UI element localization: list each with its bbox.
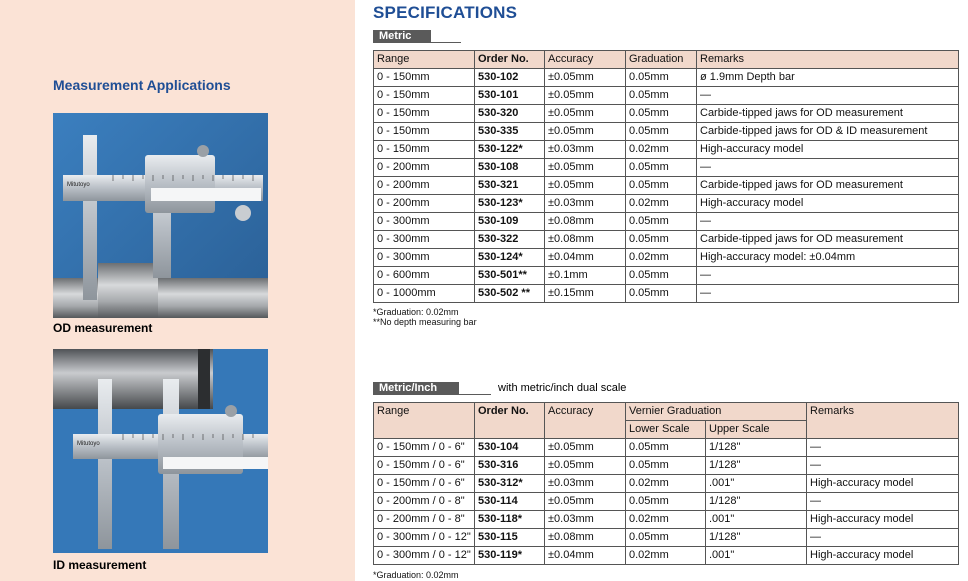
table-cell: 0.02mm	[626, 141, 697, 159]
metric-table-row	[374, 285, 959, 303]
order-number-cell: 530-102	[475, 69, 545, 87]
table-cell: 0.05mm	[626, 159, 697, 177]
table-cell: .001"	[706, 511, 807, 529]
metric-inch-table-row	[374, 511, 959, 529]
table-cell: 0 - 300mm / 0 - 12"	[374, 529, 475, 547]
table-cell: ±0.08mm	[545, 231, 626, 249]
photo-brand-id: Mitutoyo	[77, 441, 100, 447]
table-cell: 0.05mm	[626, 285, 697, 303]
table-cell: 0 - 150mm	[374, 69, 475, 87]
table-cell: 0.05mm	[626, 105, 697, 123]
inch-header-lower: Lower Scale	[626, 421, 706, 439]
metric-inch-subtitle: with metric/inch dual scale	[498, 382, 627, 394]
metric-inch-table-row	[374, 547, 959, 565]
table-cell: ±0.04mm	[545, 249, 626, 267]
table-cell: 0 - 300mm	[374, 231, 475, 249]
table-cell: —	[697, 159, 959, 177]
metric-inch-header-row	[374, 403, 959, 421]
metric-header-remarks: Remarks	[697, 51, 959, 69]
table-cell: 0 - 150mm	[374, 141, 475, 159]
metric-header-accuracy: Accuracy	[545, 51, 626, 69]
order-number-cell: 530-109	[475, 213, 545, 231]
table-cell: ±0.05mm	[545, 87, 626, 105]
table-cell: ±0.08mm	[545, 529, 626, 547]
metric-table-row	[374, 249, 959, 267]
table-cell: 0 - 200mm / 0 - 8"	[374, 511, 475, 529]
table-cell: 0 - 150mm / 0 - 6"	[374, 457, 475, 475]
metric-inch-notes	[373, 570, 459, 580]
table-cell: 0 - 150mm	[374, 87, 475, 105]
order-number-cell: 530-108	[475, 159, 545, 177]
table-cell: ±0.03mm	[545, 511, 626, 529]
table-cell: 0.05mm	[626, 529, 706, 547]
table-cell: ±0.08mm	[545, 213, 626, 231]
table-cell: 0.02mm	[626, 511, 706, 529]
table-cell: 0 - 150mm / 0 - 6"	[374, 475, 475, 493]
table-cell: 0.05mm	[626, 213, 697, 231]
table-cell: Carbide-tipped jaws for OD measurement	[697, 105, 959, 123]
photo-brand-od: Mitutoyo	[67, 182, 90, 188]
metric-table-row	[374, 267, 959, 285]
table-cell: 0.05mm	[626, 493, 706, 511]
applications-title: Measurement Applications	[53, 77, 231, 93]
order-number-cell: 530-104	[475, 439, 545, 457]
metric-notes	[373, 307, 477, 327]
order-number-cell: 530-115	[475, 529, 545, 547]
table-cell: 0.05mm	[626, 439, 706, 457]
table-cell: 0 - 200mm	[374, 177, 475, 195]
table-cell: ±0.15mm	[545, 285, 626, 303]
table-cell: High-accuracy model	[807, 547, 959, 565]
table-cell: ±0.04mm	[545, 547, 626, 565]
table-cell: ±0.05mm	[545, 177, 626, 195]
inch-header-upper: Upper Scale	[706, 421, 807, 439]
inch-header-vernier: Vernier Graduation	[626, 403, 807, 421]
table-cell: ±0.1mm	[545, 267, 626, 285]
table-cell: 1/128"	[706, 493, 807, 511]
metric-header-row	[374, 51, 959, 69]
metric-inch-spec-table	[373, 402, 959, 565]
order-number-cell: 530-320	[475, 105, 545, 123]
table-cell: ±0.05mm	[545, 123, 626, 141]
table-cell: 0.02mm	[626, 475, 706, 493]
table-cell: 0 - 200mm	[374, 195, 475, 213]
metric-table-row	[374, 87, 959, 105]
metric-table-row	[374, 141, 959, 159]
table-cell: 0 - 300mm	[374, 213, 475, 231]
table-cell: High-accuracy model	[807, 511, 959, 529]
id-measurement-photo	[53, 349, 268, 553]
table-cell: 1/128"	[706, 439, 807, 457]
metric-table-row	[374, 159, 959, 177]
table-cell: High-accuracy model	[697, 141, 959, 159]
table-cell: High-accuracy model	[697, 195, 959, 213]
metric-header-graduation: Graduation	[626, 51, 697, 69]
od-measurement-caption: OD measurement	[53, 321, 153, 335]
metric-header-range: Range	[374, 51, 475, 69]
table-cell: .001"	[706, 475, 807, 493]
table-cell: ±0.05mm	[545, 439, 626, 457]
table-cell: ±0.05mm	[545, 159, 626, 177]
table-cell: 0 - 200mm / 0 - 8"	[374, 493, 475, 511]
metric-table-row	[374, 105, 959, 123]
table-cell: —	[807, 529, 959, 547]
metric-inch-table-row	[374, 475, 959, 493]
order-number-cell: 530-312*	[475, 475, 545, 493]
table-cell: 0 - 300mm	[374, 249, 475, 267]
metric-table-row	[374, 177, 959, 195]
table-cell: 0.02mm	[626, 249, 697, 267]
order-number-cell: 530-123*	[475, 195, 545, 213]
order-number-cell: 530-119*	[475, 547, 545, 565]
inch-header-range: Range	[374, 403, 475, 439]
order-number-cell: 530-321	[475, 177, 545, 195]
metric-table-row	[374, 69, 959, 87]
table-cell: 0.02mm	[626, 547, 706, 565]
metric-table-row	[374, 195, 959, 213]
table-cell: 0.02mm	[626, 195, 697, 213]
table-cell: 0.05mm	[626, 123, 697, 141]
order-number-cell: 530-101	[475, 87, 545, 105]
od-measurement-photo	[53, 113, 268, 318]
table-cell: —	[697, 267, 959, 285]
table-cell: 0 - 150mm / 0 - 6"	[374, 439, 475, 457]
table-cell: Carbide-tipped jaws for OD & ID measurement	[697, 123, 959, 141]
table-cell: 0.05mm	[626, 231, 697, 249]
order-number-cell: 530-118*	[475, 511, 545, 529]
metric-table-row	[374, 231, 959, 249]
metric-inch-table-row	[374, 439, 959, 457]
table-cell: .001"	[706, 547, 807, 565]
table-cell: —	[697, 87, 959, 105]
table-cell: ±0.03mm	[545, 195, 626, 213]
table-cell: —	[697, 213, 959, 231]
table-cell: ø 1.9mm Depth bar	[697, 69, 959, 87]
order-number-cell: 530-335	[475, 123, 545, 141]
metric-inch-tag: Metric/Inch	[373, 382, 459, 395]
table-cell: High-accuracy model	[807, 475, 959, 493]
table-cell: —	[697, 285, 959, 303]
order-number-cell: 530-124*	[475, 249, 545, 267]
table-cell: 0 - 600mm	[374, 267, 475, 285]
metric-table-row	[374, 123, 959, 141]
table-cell: 1/128"	[706, 457, 807, 475]
table-cell: 0.05mm	[626, 177, 697, 195]
table-cell: ±0.03mm	[545, 141, 626, 159]
table-cell: Carbide-tipped jaws for OD measurement	[697, 231, 959, 249]
metric-spec-table	[373, 50, 959, 303]
metric-inch-table-row	[374, 493, 959, 511]
order-number-cell: 530-122*	[475, 141, 545, 159]
specifications-title: SPECIFICATIONS	[373, 3, 518, 22]
table-cell: High-accuracy model: ±0.04mm	[697, 249, 959, 267]
table-cell: 0 - 300mm / 0 - 12"	[374, 547, 475, 565]
table-cell: —	[807, 439, 959, 457]
metric-table-row	[374, 213, 959, 231]
order-number-cell: 530-322	[475, 231, 545, 249]
table-cell: —	[807, 493, 959, 511]
metric-note-1: *Graduation: 0.02mm	[373, 307, 459, 317]
order-number-cell: 530-316	[475, 457, 545, 475]
table-cell: ±0.05mm	[545, 493, 626, 511]
metric-inch-tag-rule	[459, 394, 491, 395]
metric-inch-table-row	[374, 529, 959, 547]
metric-tag-rule	[431, 42, 461, 43]
inch-header-order: Order No.	[475, 403, 545, 439]
table-cell: 0.05mm	[626, 457, 706, 475]
table-cell: —	[807, 457, 959, 475]
order-number-cell: 530-501**	[475, 267, 545, 285]
order-number-cell: 530-114	[475, 493, 545, 511]
table-cell: 0 - 1000mm	[374, 285, 475, 303]
table-cell: 0 - 150mm	[374, 123, 475, 141]
metric-inch-table-row	[374, 457, 959, 475]
order-number-cell: 530-502 **	[475, 285, 545, 303]
inch-header-remarks: Remarks	[807, 403, 959, 439]
inch-header-accuracy: Accuracy	[545, 403, 626, 439]
table-cell: ±0.05mm	[545, 69, 626, 87]
table-cell: 0 - 200mm	[374, 159, 475, 177]
table-cell: 0.05mm	[626, 69, 697, 87]
table-cell: 0.05mm	[626, 87, 697, 105]
id-measurement-caption: ID measurement	[53, 558, 147, 572]
table-cell: 0.05mm	[626, 267, 697, 285]
table-cell: 1/128"	[706, 529, 807, 547]
table-cell: ±0.05mm	[545, 457, 626, 475]
metric-note-2: **No depth measuring bar	[373, 317, 477, 327]
metric-inch-note-1: *Graduation: 0.02mm	[373, 570, 459, 580]
metric-header-order: Order No.	[475, 51, 545, 69]
table-cell: ±0.03mm	[545, 475, 626, 493]
table-cell: ±0.05mm	[545, 105, 626, 123]
table-cell: Carbide-tipped jaws for OD measurement	[697, 177, 959, 195]
table-cell: 0 - 150mm	[374, 105, 475, 123]
metric-tag: Metric	[373, 30, 431, 43]
